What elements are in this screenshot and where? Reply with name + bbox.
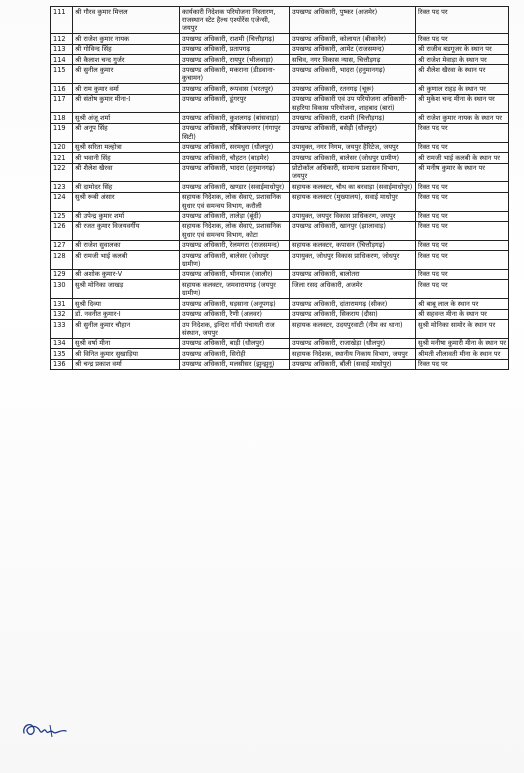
table-row (51, 142, 509, 152)
current-posting-cell: उपखण्ड अधिकारी, तालेड़ा (बूंदी) (180, 211, 290, 221)
new-posting-cell: उपखण्ड अधिकारी, पुष्कर (अजमेर) (290, 7, 416, 34)
serial-number-cell: 126 (51, 221, 73, 240)
current-posting-cell: उपखण्ड अधिकारी, रूपवास (भरतपुर) (180, 84, 290, 94)
table-row (51, 153, 509, 163)
officer-name-cell: श्री रामजी भाई कलबी (73, 251, 180, 270)
officer-name-cell: श्री संतोष कुमार मीना-I (73, 94, 180, 113)
new-posting-cell: उपखण्ड अधिकारी, कोलायत (बीकानेर) (290, 34, 416, 44)
serial-number-cell: 111 (51, 7, 73, 34)
serial-number-cell: 115 (51, 65, 73, 84)
table-row (51, 7, 509, 34)
new-posting-cell: सचिव, नगर विकास न्यास, चित्तौड़गढ़ (290, 55, 416, 65)
new-posting-cell: उपखण्ड अधिकारी, दांतारामगढ़ (सीकर) (290, 299, 416, 309)
current-posting-cell: सहायक निदेशक, लोक सेवाएं, प्रशासनिक सुधार एवं समन्वय विभाग, कोटा (180, 221, 290, 240)
new-posting-cell: सहायक कलक्टर, चौथ का बरवाड़ा (सवाईमाधोपुर) (290, 182, 416, 192)
officer-name-cell: श्री गौरव कुमार मित्तल (73, 7, 180, 34)
current-posting-cell: कार्यकारी निदेशक परियोजना निस्तारण, राजस्थान स्टेट हैल्थ एश्योरेंस एजेन्सी, जयपुर (180, 7, 290, 34)
officer-name-cell: श्री भवानी सिंह (73, 153, 180, 163)
serial-number-cell: 132 (51, 309, 73, 319)
current-posting-cell: उपखण्ड अधिकारी, खण्डार (सवाईमाधोपुर) (180, 182, 290, 192)
officer-name-cell: श्री राजेश कुमार नायक (73, 34, 180, 44)
remarks-cell: रिक्त पद पर (416, 280, 509, 299)
serial-number-cell: 135 (51, 349, 73, 359)
current-posting-cell: उपखण्ड अधिकारी, बालेसर (जोधपुर ग्रामीण) (180, 251, 290, 270)
officer-name-cell: श्री शैलेश खैरवा (73, 163, 180, 182)
new-posting-cell: उपखण्ड अधिकारी, बसेड़ी (धौलपुर) (290, 123, 416, 142)
officer-name-cell: सुश्री वर्षा मीना (73, 338, 180, 348)
serial-number-cell: 130 (51, 280, 73, 299)
remarks-cell: श्री कुणाल राहड़ के स्थान पर (416, 84, 509, 94)
officer-name-cell: सुश्री रूबी अंसार (73, 192, 180, 211)
officer-name-cell: सुश्री अंजू शर्मा (73, 113, 180, 123)
officer-name-cell: श्री राम कुमार वर्मा (73, 84, 180, 94)
new-posting-cell: उपखण्ड अधिकारी, बौंली (सवाई माधोपुर) (290, 359, 416, 369)
officer-name-cell: श्री राजेश सुवालका (73, 240, 180, 250)
table-row (51, 182, 509, 192)
serial-number-cell: 113 (51, 44, 73, 54)
remarks-cell: रिक्त पद पर (416, 211, 509, 221)
new-posting-cell: सहायक निदेशक, स्थानीय निकाय विभाग, जयपुर (290, 349, 416, 359)
current-posting-cell: सहायक कलक्टर, जमवारामगढ़ (जयपुर ग्रामीण) (180, 280, 290, 299)
transfer-order-table (50, 6, 509, 370)
current-posting-cell: उपखण्ड अधिकारी, मलसीसर (झुन्झुनू) (180, 359, 290, 369)
serial-number-cell: 136 (51, 359, 73, 369)
officer-name-cell: श्री उपेन्द्र कुमार शर्मा (73, 211, 180, 221)
new-posting-cell: उपखण्ड अधिकारी, राशमी (चित्तौड़गढ़) (290, 113, 416, 123)
new-posting-cell: उपायुक्त, नगर निगम, जयपुर हैरिटेज, जयपुर (290, 142, 416, 152)
current-posting-cell: उपखण्ड अधिकारी, रेलमगरा (राजसमन्द) (180, 240, 290, 250)
remarks-cell: रिक्त पद पर (416, 123, 509, 142)
current-posting-cell: उपखण्ड अधिकारी, भीनमाल (जालौर) (180, 269, 290, 279)
table-row (51, 65, 509, 84)
officer-name-cell: श्री सुनील कुमार (73, 65, 180, 84)
current-posting-cell: उपखण्ड अधिकारी, कुशलगढ़ (बांसवाड़ा) (180, 113, 290, 123)
table-row (51, 34, 509, 44)
officer-name-cell: श्री अनूप सिंह (73, 123, 180, 142)
current-posting-cell: उपखण्ड अधिकारी, मकराना (डीडवाना-कुचामन) (180, 65, 290, 84)
current-posting-cell: उपखण्ड अधिकारी, रैणी (अलवर) (180, 309, 290, 319)
officer-name-cell: श्री रजत कुमार विजयवर्गीय (73, 221, 180, 240)
table-row (51, 55, 509, 65)
current-posting-cell: उपखण्ड अधिकारी, डूंगरपुर (180, 94, 290, 113)
officer-name-cell: सुश्री सरिता मल्होत्रा (73, 142, 180, 152)
serial-number-cell: 117 (51, 94, 73, 113)
officer-name-cell: श्री दामोदर सिंह (73, 182, 180, 192)
remarks-cell: श्री राजीव बडगूजर के स्थान पर (416, 44, 509, 54)
table-row (51, 338, 509, 348)
table-row (51, 269, 509, 279)
new-posting-cell: उपखण्ड अधिकारी एवं उप परियोजना अधिकारी-सहरिया विकास परियोजना, शाहबाद (बारां) (290, 94, 416, 113)
new-posting-cell: उपायुक्त, जोधपुर विकास प्राधिकरण, जोधपुर (290, 251, 416, 270)
table-row (51, 280, 509, 299)
table-row (51, 349, 509, 359)
officer-name-cell: श्री गोविन्द सिंह (73, 44, 180, 54)
table-row (51, 44, 509, 54)
current-posting-cell: उपखण्ड अधिकारी, भादरा (हनुमानगढ़) (180, 163, 290, 182)
table-row (51, 94, 509, 113)
serial-number-cell: 112 (51, 34, 73, 44)
new-posting-cell: सहायक कलक्टर (मुख्यालय), सवाई माधोपुर (290, 192, 416, 211)
remarks-cell: रिक्त पद पर (416, 240, 509, 250)
current-posting-cell: उपखण्ड अधिकारी, सरमथुरा (धौलपुर) (180, 142, 290, 152)
current-posting-cell: उपखण्ड अधिकारी, घड़साना (अनूपगढ़) (180, 299, 290, 309)
remarks-cell: श्रीमती शीलावती मीना के स्थान पर (416, 349, 509, 359)
table-row (51, 211, 509, 221)
serial-number-cell: 119 (51, 123, 73, 142)
serial-number-cell: 120 (51, 142, 73, 152)
new-posting-cell: उपखण्ड अधिकारी, सिकराय (दौसा) (290, 309, 416, 319)
serial-number-cell: 116 (51, 84, 73, 94)
table-row (51, 192, 509, 211)
remarks-cell: सुश्री मोनिका सामोर के स्थान पर (416, 320, 509, 339)
current-posting-cell: उपखण्ड अधिकारी, श्रीबिजयनगर (गंगापुर सिटी) (180, 123, 290, 142)
remarks-cell: रिक्त पद पर (416, 182, 509, 192)
table-row (51, 123, 509, 142)
new-posting-cell: उपखण्ड अधिकारी, रतनगढ़ (चूरू) (290, 84, 416, 94)
officer-name-cell: श्री विनित कुमार सुखाड़िया (73, 349, 180, 359)
serial-number-cell: 123 (51, 182, 73, 192)
remarks-cell: सुश्री मनीषा कुमारी मीना के स्थान पर (416, 338, 509, 348)
remarks-cell: श्री मनीष कुमार के स्थान पर (416, 163, 509, 182)
table-row (51, 113, 509, 123)
remarks-cell: रिक्त पद पर (416, 359, 509, 369)
current-posting-cell: उपखण्ड अधिकारी, चौहटन (बाड़मेर) (180, 153, 290, 163)
new-posting-cell: उपखण्ड अधिकारी, खानपुर (झालावाड़) (290, 221, 416, 240)
current-posting-cell: उपखण्ड अधिकारी, सिरोही (180, 349, 290, 359)
serial-number-cell: 124 (51, 192, 73, 211)
officer-name-cell: श्री सुनील कुमार चौहान (73, 320, 180, 339)
current-posting-cell: उपखण्ड अधिकारी, बाड़ी (धौलपुर) (180, 338, 290, 348)
serial-number-cell: 122 (51, 163, 73, 182)
signature-mark (20, 717, 80, 741)
new-posting-cell: उपखण्ड अधिकारी, आमेट (राजसमन्द) (290, 44, 416, 54)
remarks-cell: श्री सहवन्त मीना के स्थान पर (416, 309, 509, 319)
remarks-cell: रिक्त पद पर (416, 34, 509, 44)
current-posting-cell: उपखण्ड अधिकारी, राशमी (चित्तौड़गढ़) (180, 34, 290, 44)
officer-name-cell: श्री अशोक कुमार-V (73, 269, 180, 279)
current-posting-cell: उपखण्ड अधिकारी, रायपुर (भीलवाड़ा) (180, 55, 290, 65)
new-posting-cell: प्रोटोकॉल अधिकारी, सामान्य प्रशासन विभाग, जयपुर (290, 163, 416, 182)
serial-number-cell: 129 (51, 269, 73, 279)
new-posting-cell: उपायुक्त, जयपुर विकास प्राधिकरण, जयपुर (290, 211, 416, 221)
new-posting-cell: जिला रसद अधिकारी, अजमेर (290, 280, 416, 299)
officer-name-cell: श्री कैलाश चन्द गुर्जर (73, 55, 180, 65)
remarks-cell: श्री राजेश मेवाड़ा के स्थान पर (416, 55, 509, 65)
remarks-cell: रिक्त पद पर (416, 142, 509, 152)
current-posting-cell: उप निदेशक, इन्दिरा गाँधी पंचायती राज संस्थान, जयपुर (180, 320, 290, 339)
table-row (51, 320, 509, 339)
serial-number-cell: 131 (51, 299, 73, 309)
serial-number-cell: 133 (51, 320, 73, 339)
remarks-cell: श्री रामजी भाई कलबी के स्थान पर (416, 153, 509, 163)
remarks-cell: रिक्त पद पर (416, 7, 509, 34)
new-posting-cell: उपखण्ड अधिकारी, बालोतरा (290, 269, 416, 279)
remarks-cell: रिक्त पद पर (416, 269, 509, 279)
remarks-cell: श्री बाबू लाल के स्थान पर (416, 299, 509, 309)
remarks-cell: श्री राजेश कुमार नायक के स्थान पर (416, 113, 509, 123)
remarks-cell: रिक्त पद पर (416, 251, 509, 270)
table-row (51, 221, 509, 240)
table-row (51, 240, 509, 250)
serial-number-cell: 134 (51, 338, 73, 348)
new-posting-cell: उपखण्ड अधिकारी, राजाखेड़ा (धौलपुर) (290, 338, 416, 348)
serial-number-cell: 118 (51, 113, 73, 123)
current-posting-cell: उपखण्ड अधिकारी, प्रतापगढ़ (180, 44, 290, 54)
serial-number-cell: 128 (51, 251, 73, 270)
table-row (51, 299, 509, 309)
serial-number-cell: 114 (51, 55, 73, 65)
remarks-cell: श्री शैलेश खैरवा के स्थान पर (416, 65, 509, 84)
table-body (51, 7, 509, 370)
new-posting-cell: उपखण्ड अधिकारी, भादरा (हनुमानगढ़) (290, 65, 416, 84)
serial-number-cell: 125 (51, 211, 73, 221)
current-posting-cell: सहायक निदेशक, लोक सेवाएं, प्रशासनिक सुधार एवं समन्वय विभाग, करौली (180, 192, 290, 211)
new-posting-cell: सहायक कलक्टर, उदयपुरवाटी (नीम का थाना) (290, 320, 416, 339)
new-posting-cell: सहायक कलक्टर, कपासन (चित्तौड़गढ़) (290, 240, 416, 250)
table-row (51, 163, 509, 182)
new-posting-cell: उपखण्ड अधिकारी, बालेसर (जोधपुर ग्रामीण) (290, 153, 416, 163)
officer-name-cell: सुश्री मोनिका जाखड़ (73, 280, 180, 299)
officer-name-cell: सुश्री दिव्या (73, 299, 180, 309)
remarks-cell: श्री मुकेश चन्द मीना के स्थान पर (416, 94, 509, 113)
table-row (51, 359, 509, 369)
table-row (51, 251, 509, 270)
remarks-cell: रिक्त पद पर (416, 192, 509, 211)
officer-name-cell: डॉ. नवनीत कुमार-I (73, 309, 180, 319)
table-row (51, 84, 509, 94)
remarks-cell: रिक्त पद पर (416, 221, 509, 240)
serial-number-cell: 127 (51, 240, 73, 250)
officer-name-cell: श्री चन्द्र प्रकाश वर्मा (73, 359, 180, 369)
table-row (51, 309, 509, 319)
serial-number-cell: 121 (51, 153, 73, 163)
